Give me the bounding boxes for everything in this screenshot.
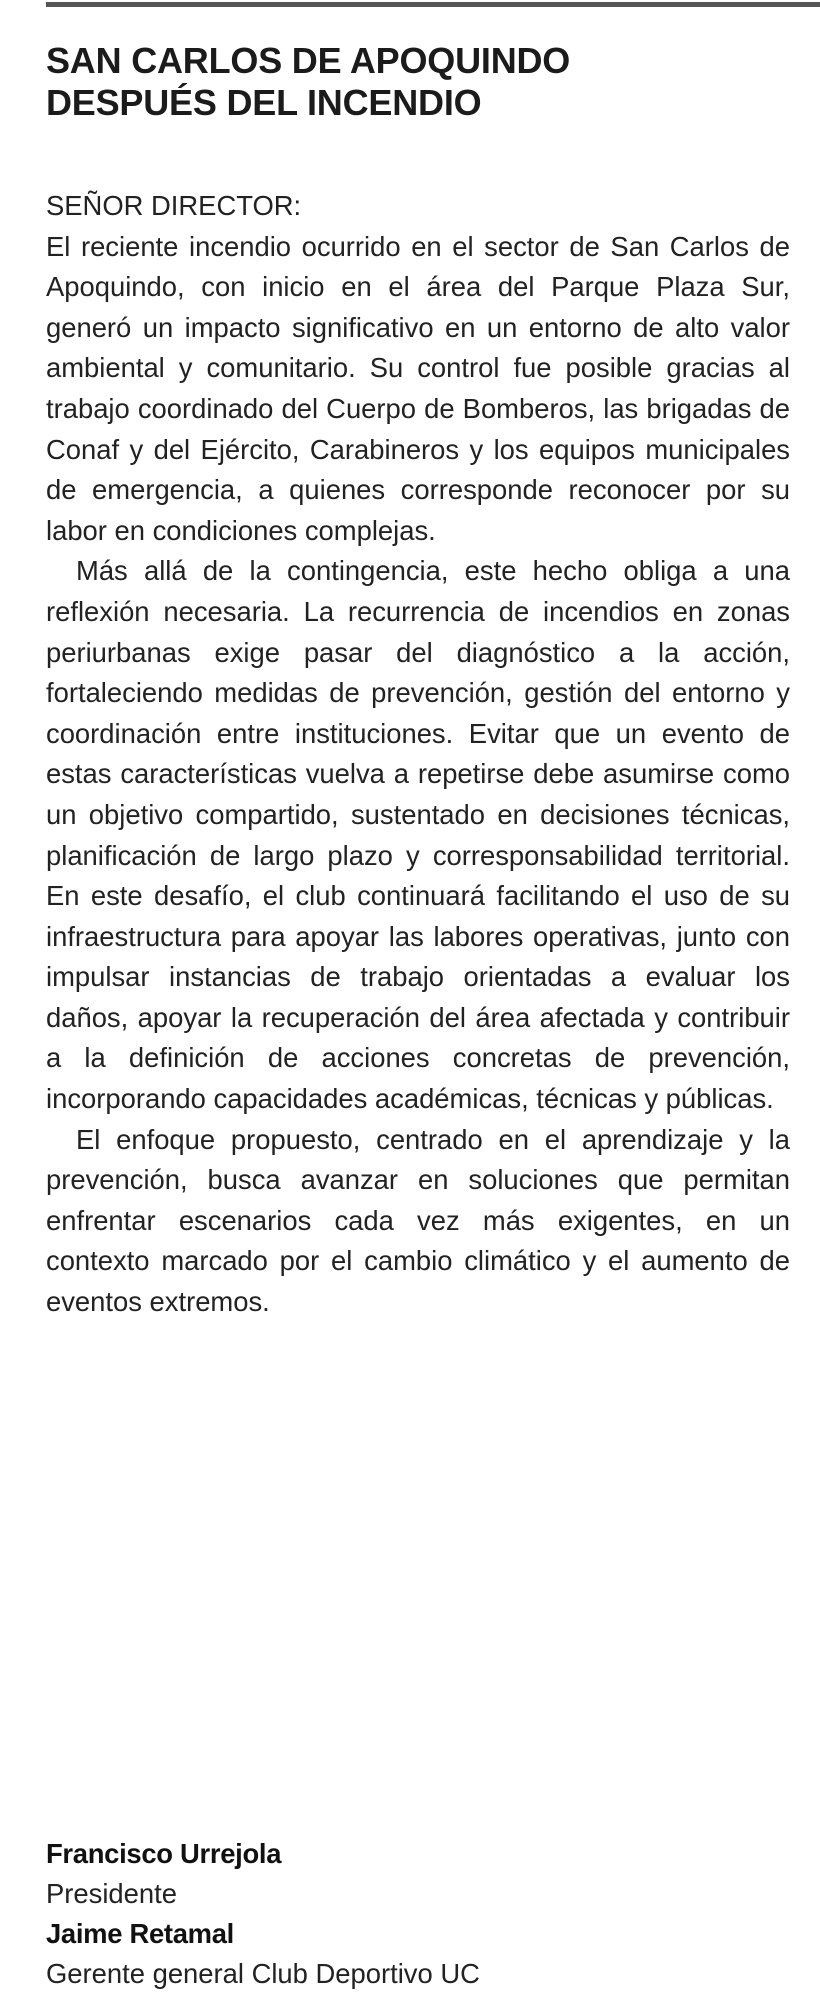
- paragraph-3: El enfoque propuesto, centrado en el aprendizaje y la prevención, busca avanzar en soluciones que permitan enfrentar escenarios cada vez más exigentes, en un contexto marcado por el cambio climático y el aumento de eventos extremos.: [46, 1123, 790, 1318]
- paragraph-1: El reciente incendio ocurrido en el sector de San Carlos de Apoquindo, con inicio en el área del Parque Plaza Sur, generó un impacto significativo en un entorno de alto valor ambiental y comunitario. Su control fue posible gracias al trabajo coordinado del Cuerpo de Bomberos, las brigadas de Conaf y del Ejército, Carabineros y los equipos municipales de emergencia, a quienes corresponde reconocer por su labor en condiciones complejas.: [46, 230, 790, 546]
- salutation: SEÑOR DIRECTOR:: [46, 190, 302, 221]
- headline-line: SAN CARLOS DE APOQUINDO: [46, 40, 571, 81]
- signer-role: Presidente: [46, 1878, 177, 1909]
- paragraph-2: Más allá de la contingencia, este hecho obliga a una reflexión necesaria. La recurrencia de incendios en zonas periurbanas exige pasar del diagnóstico a la acción, fortaleciendo medidas de prevención, gestión del entorno y coordinación entre instituciones. Evitar que un evento de estas características vuelva a repetirse debe asumirse como un objetivo compartido, sustentado en decisiones técnicas, planificación de largo plazo y corresponsabilidad territorial. En este desafío, el club continuará facilitando el uso de su infraestructura para apoyar las labores operativas, junto con impulsar instancias de trabajo orientadas a evaluar los daños, apoyar la recuperación del área afectada y contribuir a la definición de acciones concretas de prevención, incorporando capacidades académicas, técnicas y públicas.: [46, 555, 790, 1115]
- signer-role: Gerente general Club Deportivo UC: [46, 1958, 480, 1989]
- letter-body: [46, 186, 790, 1323]
- signature-block: [46, 1834, 790, 1994]
- signer-name: Jaime Retamal: [46, 1918, 234, 1949]
- signer-name: Francisco Urrejola: [46, 1838, 282, 1869]
- headline-line: DESPUÉS DEL INCENDIO: [46, 82, 482, 123]
- top-rule: [46, 2, 820, 7]
- headline: [46, 40, 806, 124]
